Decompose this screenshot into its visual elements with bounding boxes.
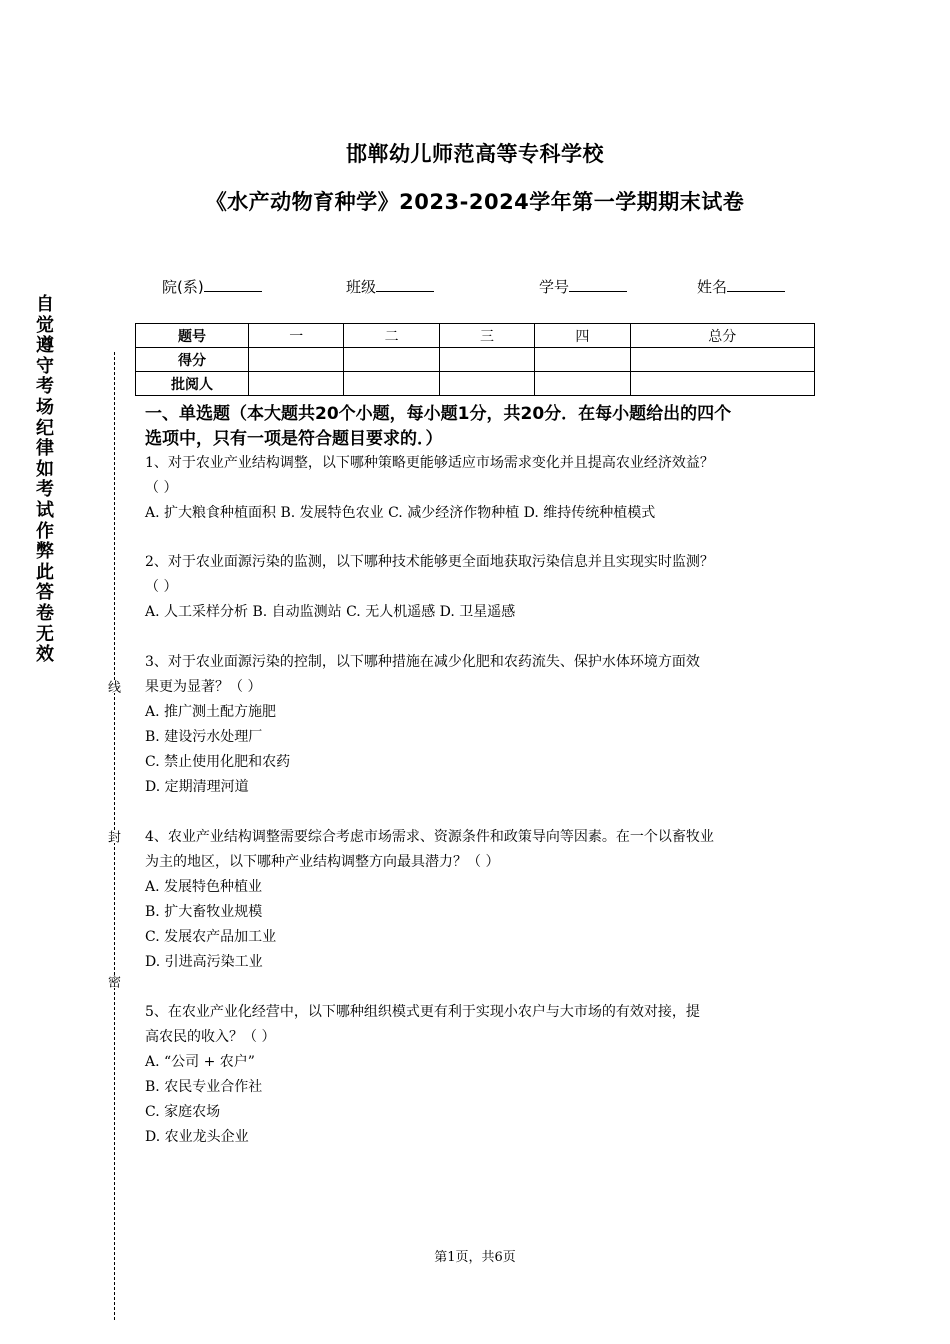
question-stem: （ ） (145, 579, 178, 595)
question-1 (145, 451, 817, 526)
question-stem: 果更为显著？（ ） (145, 679, 262, 695)
student-id-field (539, 276, 627, 297)
score-cell (344, 348, 439, 372)
school-name: 邯郸幼儿师范高等专科学校 (346, 142, 604, 166)
score-cell (249, 348, 344, 372)
score-cell (439, 348, 534, 372)
question-stem: 5、在农业产业化经营中，以下哪种组织模式更有利于实现小农户与大市场的有效对接，提 (145, 1004, 700, 1020)
name-blank (727, 277, 785, 292)
score-table-header-cell: 四 (535, 324, 630, 348)
option-d: D. 定期清理河道 (145, 779, 249, 795)
option-b: B. 农民专业合作社 (145, 1079, 263, 1095)
question-4 (145, 825, 817, 975)
question-stem: 高农民的收入？（ ） (145, 1029, 276, 1045)
section-heading-line: 一、单选题（本大题共20个小题，每小题1分，共20分．在每小题给出的四个 (145, 404, 732, 424)
name-field (697, 276, 785, 297)
option-a: A. “公司 + 农户” (145, 1054, 255, 1070)
grader-row-label: 批阅人 (136, 372, 249, 396)
score-cell (630, 348, 814, 372)
grader-cell (249, 372, 344, 396)
student-id-label: 学号 (539, 278, 570, 296)
class-blank (376, 277, 434, 292)
option-c: C. 禁止使用化肥和农药 (145, 754, 291, 770)
score-table-header-cell: 二 (344, 324, 439, 348)
grader-cell (535, 372, 630, 396)
score-table-row (136, 372, 815, 396)
name-label: 姓名 (697, 278, 728, 296)
score-table-header-cell: 一 (249, 324, 344, 348)
option-d: D. 引进高污染工业 (145, 954, 263, 970)
question-options: A. 人工采样分析 B. 自动监测站 C. 无人机遥感 D. 卫星遥感 (145, 604, 516, 620)
class-field (346, 276, 434, 297)
binding-mark-secret: 密 (105, 975, 120, 988)
question-2 (145, 550, 817, 625)
score-table-header-cell: 三 (439, 324, 534, 348)
score-row-label: 得分 (136, 348, 249, 372)
exam-discipline-warning: 自觉遵守考场纪律如考试作弊此答卷无效 (36, 294, 54, 666)
score-table-header-row (136, 324, 815, 348)
student-id-blank (569, 277, 627, 292)
question-stem: 为主的地区，以下哪种产业结构调整方向最具潜力？（ ） (145, 854, 500, 870)
option-d: D. 农业龙头企业 (145, 1129, 249, 1145)
option-c: C. 家庭农场 (145, 1104, 221, 1120)
exam-title: 《水产动物育种学》2023-2024学年第一学期期末试卷 (205, 190, 745, 214)
question-3 (145, 650, 817, 800)
department-field (162, 276, 262, 297)
question-5 (145, 1000, 817, 1150)
binding-mark-seal: 封 (105, 830, 120, 843)
option-a: A. 发展特色种植业 (145, 879, 263, 895)
option-b: B. 建设污水处理厂 (145, 729, 263, 745)
score-table-row (136, 348, 815, 372)
page-number: 第1页，共6页 (434, 1250, 516, 1265)
option-b: B. 扩大畜牧业规模 (145, 904, 263, 920)
department-label: 院(系) (162, 278, 204, 296)
option-c: C. 发展农产品加工业 (145, 929, 277, 945)
question-options: A. 扩大粮食种植面积 B. 发展特色农业 C. 减少经济作物种植 D. 维持传统种植模式 (145, 505, 656, 521)
class-label: 班级 (346, 278, 377, 296)
binding-mark-line: 线 (105, 680, 120, 693)
score-table-header-cell: 总分 (630, 324, 814, 348)
grader-cell (630, 372, 814, 396)
score-cell (535, 348, 630, 372)
question-stem: 4、农业产业结构调整需要综合考虑市场需求、资源条件和政策导向等因素。在一个以畜牧业 (145, 829, 714, 845)
grader-cell (439, 372, 534, 396)
section-heading (145, 402, 817, 452)
question-stem: 2、对于农业面源污染的监测，以下哪种技术能够更全面地获取污染信息并且实现实时监测？ (145, 554, 714, 570)
grader-cell (344, 372, 439, 396)
score-table-header-cell: 题号 (136, 324, 249, 348)
department-blank (204, 277, 262, 292)
question-stem: （ ） (145, 480, 178, 496)
section-heading-line: 选项中，只有一项是符合题目要求的．） (145, 429, 443, 449)
question-stem: 1、对于农业产业结构调整，以下哪种策略更能够适应市场需求变化并且提高农业经济效益？ (145, 455, 714, 471)
question-stem: 3、对于农业面源污染的控制，以下哪种措施在减少化肥和农药流失、保护水体环境方面效 (145, 654, 700, 670)
option-a: A. 推广测土配方施肥 (145, 704, 277, 720)
score-table (135, 323, 815, 396)
